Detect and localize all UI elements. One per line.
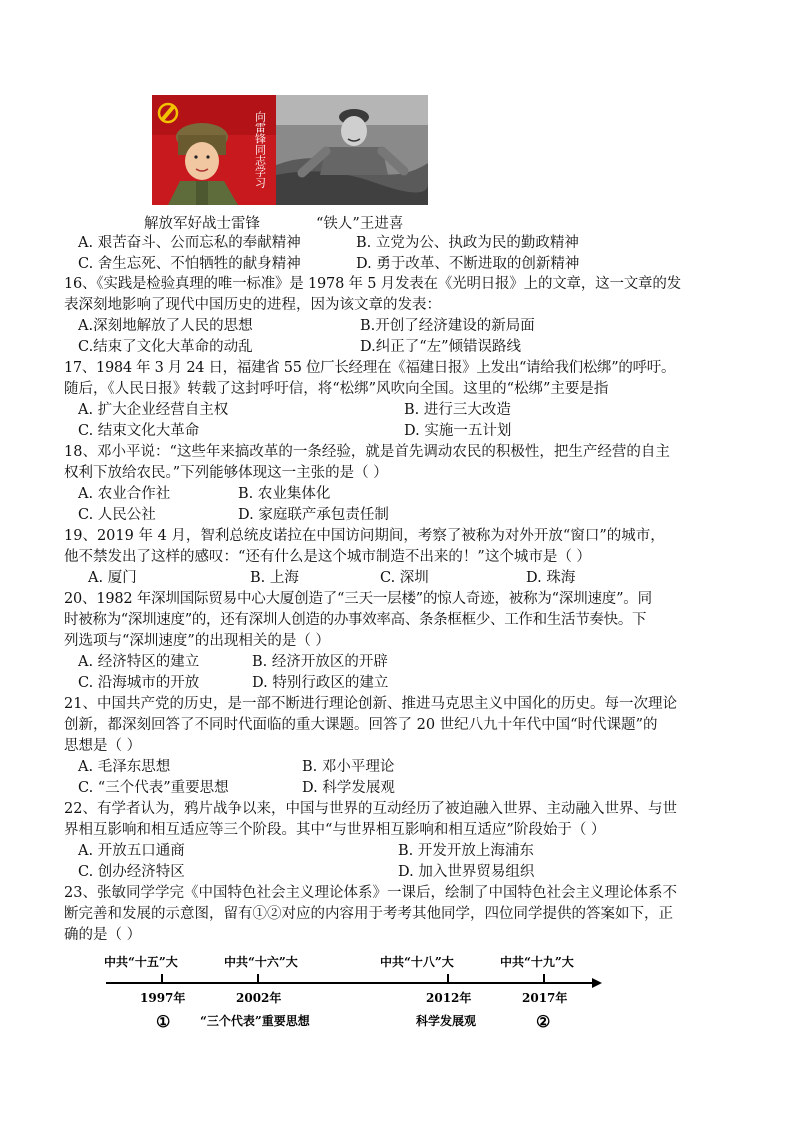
q22-option-a[interactable]: A. 开放五口通商: [78, 843, 185, 859]
q18-stem-line-2: 权利下放给农民。”下列能够体现这一主张的是（ ）: [64, 465, 388, 481]
q21-option-c[interactable]: C. “三个代表”重要思想: [78, 780, 229, 796]
timeline-item-1: ①: [156, 1012, 171, 1031]
q16-option-d[interactable]: D.纠正了“左”倾错误路线: [360, 339, 522, 355]
q17-option-d[interactable]: D. 实施一五计划: [404, 423, 512, 439]
q15-option-a[interactable]: A. 艰苦奋斗、公而忘私的奉献精神: [78, 235, 301, 251]
q16-option-b[interactable]: B.开创了经济建设的新局面: [360, 318, 535, 334]
q22-option-b[interactable]: B. 开发开放上海浦东: [398, 843, 534, 859]
timeline-item-scientific-outlook: 科学发展观: [416, 1014, 477, 1028]
timeline-item-2: ②: [536, 1012, 551, 1031]
q19-stem-line-2: 他不禁发出了这样的感叹：“还有什么是这个城市制造不出来的！”这个城市是（ ）: [64, 549, 591, 565]
timeline-congress-15: 中共“十五”大: [104, 955, 178, 969]
photo-strip: [152, 95, 428, 205]
q20-option-b[interactable]: B. 经济开放区的开辟: [252, 654, 388, 670]
q19-option-a[interactable]: A. 厦门: [88, 570, 137, 586]
q18-option-c[interactable]: C. 人民公社: [78, 507, 156, 523]
timeline-congress-18: 中共“十八”大: [380, 955, 454, 969]
q15-option-b[interactable]: B. 立党为公、执政为民的勤政精神: [356, 235, 579, 251]
q21-stem-line-3: 思想是（ ）: [64, 738, 142, 754]
theory-timeline: [100, 950, 610, 1040]
q17-option-b[interactable]: B. 进行三大改造: [404, 402, 511, 418]
q20-stem-line-3: 列选项与“深圳速度”的出现相关的是（ ）: [64, 633, 330, 649]
q16-stem-line-2: 表深刻地影响了现代中国历史的进程，因为该文章的发表：: [64, 297, 441, 313]
q22-stem-line-1: 22、有学者认为，鸦片战争以来，中国与世界的互动经历了被迫融入世界、主动融入世界、与世: [64, 801, 677, 817]
q20-option-a[interactable]: A. 经济特区的建立: [78, 654, 200, 670]
q20-stem-line-2: 时被称为“深圳速度”的，还有深圳人创造的办事效率高、条条框框少、工作和生活节奏快。下: [64, 612, 647, 628]
q20-option-c[interactable]: C. 沿海城市的开放: [78, 675, 200, 691]
timeline-congress-16: 中共“十六”大: [224, 955, 298, 969]
timeline-year-2017: 2017年: [522, 991, 568, 1005]
wang-jinxi-photo: [276, 95, 428, 205]
q20-stem-line-1: 20、1982 年深圳国际贸易中心大厦创造了“三天一层楼”的惊人奇迹，被称为“深圳速度”。同: [64, 591, 652, 607]
q19-option-d[interactable]: D. 珠海: [526, 570, 576, 586]
timeline-arrow-icon: [592, 978, 602, 988]
q21-option-a[interactable]: A. 毛泽东思想: [78, 759, 171, 775]
timeline-year-1997: 1997年: [140, 991, 186, 1005]
q18-option-d[interactable]: D. 家庭联产承包责任制: [238, 507, 389, 523]
photo-caption-right: “铁人”王进喜: [316, 216, 404, 232]
q18-option-b[interactable]: B. 农业集体化: [238, 486, 331, 502]
timeline-congress-19: 中共“十九”大: [500, 955, 574, 969]
q17-stem-line-1: 17、1984 年 3 月 24 日，福建省 55 位厂长经理在《福建日报》上发出“请给我们松绑”的呼吁。: [64, 360, 676, 376]
q16-stem-line-1: 16、《实践是检验真理的唯一标准》是 1978 年 5 月发表在《光明日报》上的文章，这一文章的发: [64, 276, 681, 292]
q23-stem-line-3: 确的是（ ）: [64, 927, 142, 943]
calligraphy-text: 向雷锋同志学习: [253, 111, 267, 188]
q21-stem-line-2: 创新，都深刻回答了不同时代面临的重大课题。回答了 20 世纪八九十年代中国“时代课题”的: [64, 717, 658, 733]
q21-option-d[interactable]: D. 科学发展观: [302, 780, 395, 796]
q17-option-c[interactable]: C. 结束文化大革命: [78, 423, 200, 439]
q19-option-b[interactable]: B. 上海: [250, 570, 299, 586]
q15-option-c[interactable]: C. 舍生忘死、不怕牺牲的献身精神: [78, 256, 301, 272]
q21-stem-line-1: 21、中国共产党的历史，是一部不断进行理论创新、推进马克思主义中国化的历史。每一次理论: [64, 696, 677, 712]
timeline-year-2002: 2002年: [236, 991, 282, 1005]
q22-option-d[interactable]: D. 加入世界贸易组织: [398, 864, 535, 880]
q19-option-c[interactable]: C. 深圳: [380, 570, 429, 586]
lei-feng-photo: [152, 95, 276, 205]
q23-stem-line-2: 断完善和发展的示意图，留有①②对应的内容用于考考其他同学，四位同学提供的答案如下，正: [64, 906, 673, 922]
timeline-item-three-represents: “三个代表”重要思想: [200, 1014, 310, 1028]
q18-stem-line-1: 18、邓小平说：“这些年来搞改革的一条经验，就是首先调动农民的积极性，把生产经营的自主: [64, 444, 670, 460]
timeline-year-2012: 2012年: [426, 991, 472, 1005]
q15-option-d[interactable]: D. 勇于改革、不断进取的创新精神: [356, 256, 580, 272]
q16-option-c[interactable]: C.结束了文化大革命的动乱: [78, 339, 253, 355]
q21-option-b[interactable]: B. 邓小平理论: [302, 759, 395, 775]
photo-caption-left: 解放军好战士雷锋: [144, 216, 260, 232]
q22-option-c[interactable]: C. 创办经济特区: [78, 864, 185, 880]
q18-option-a[interactable]: A. 农业合作社: [78, 486, 171, 502]
q17-stem-line-2: 随后，《人民日报》转载了这封呼吁信，将“松绑”风吹向全国。这里的“松绑”主要是指: [64, 381, 609, 397]
q20-option-d[interactable]: D. 特别行政区的建立: [252, 675, 389, 691]
q16-option-a[interactable]: A.深刻地解放了人民的思想: [78, 318, 253, 334]
q23-stem-line-1: 23、张敏同学学完《中国特色社会主义理论体系》一课后，绘制了中国特色社会主义理论体系不: [64, 885, 677, 901]
q19-stem-line-1: 19、2019 年 4 月，智利总统皮诺拉在中国访问期间，考察了被称为对外开放“窗口”的城市，: [64, 528, 665, 544]
q17-option-a[interactable]: A. 扩大企业经营自主权: [78, 402, 229, 418]
q22-stem-line-2: 界相互影响和相互适应等三个阶段。其中“与世界相互影响和相互适应”阶段始于（ ）: [64, 822, 606, 838]
